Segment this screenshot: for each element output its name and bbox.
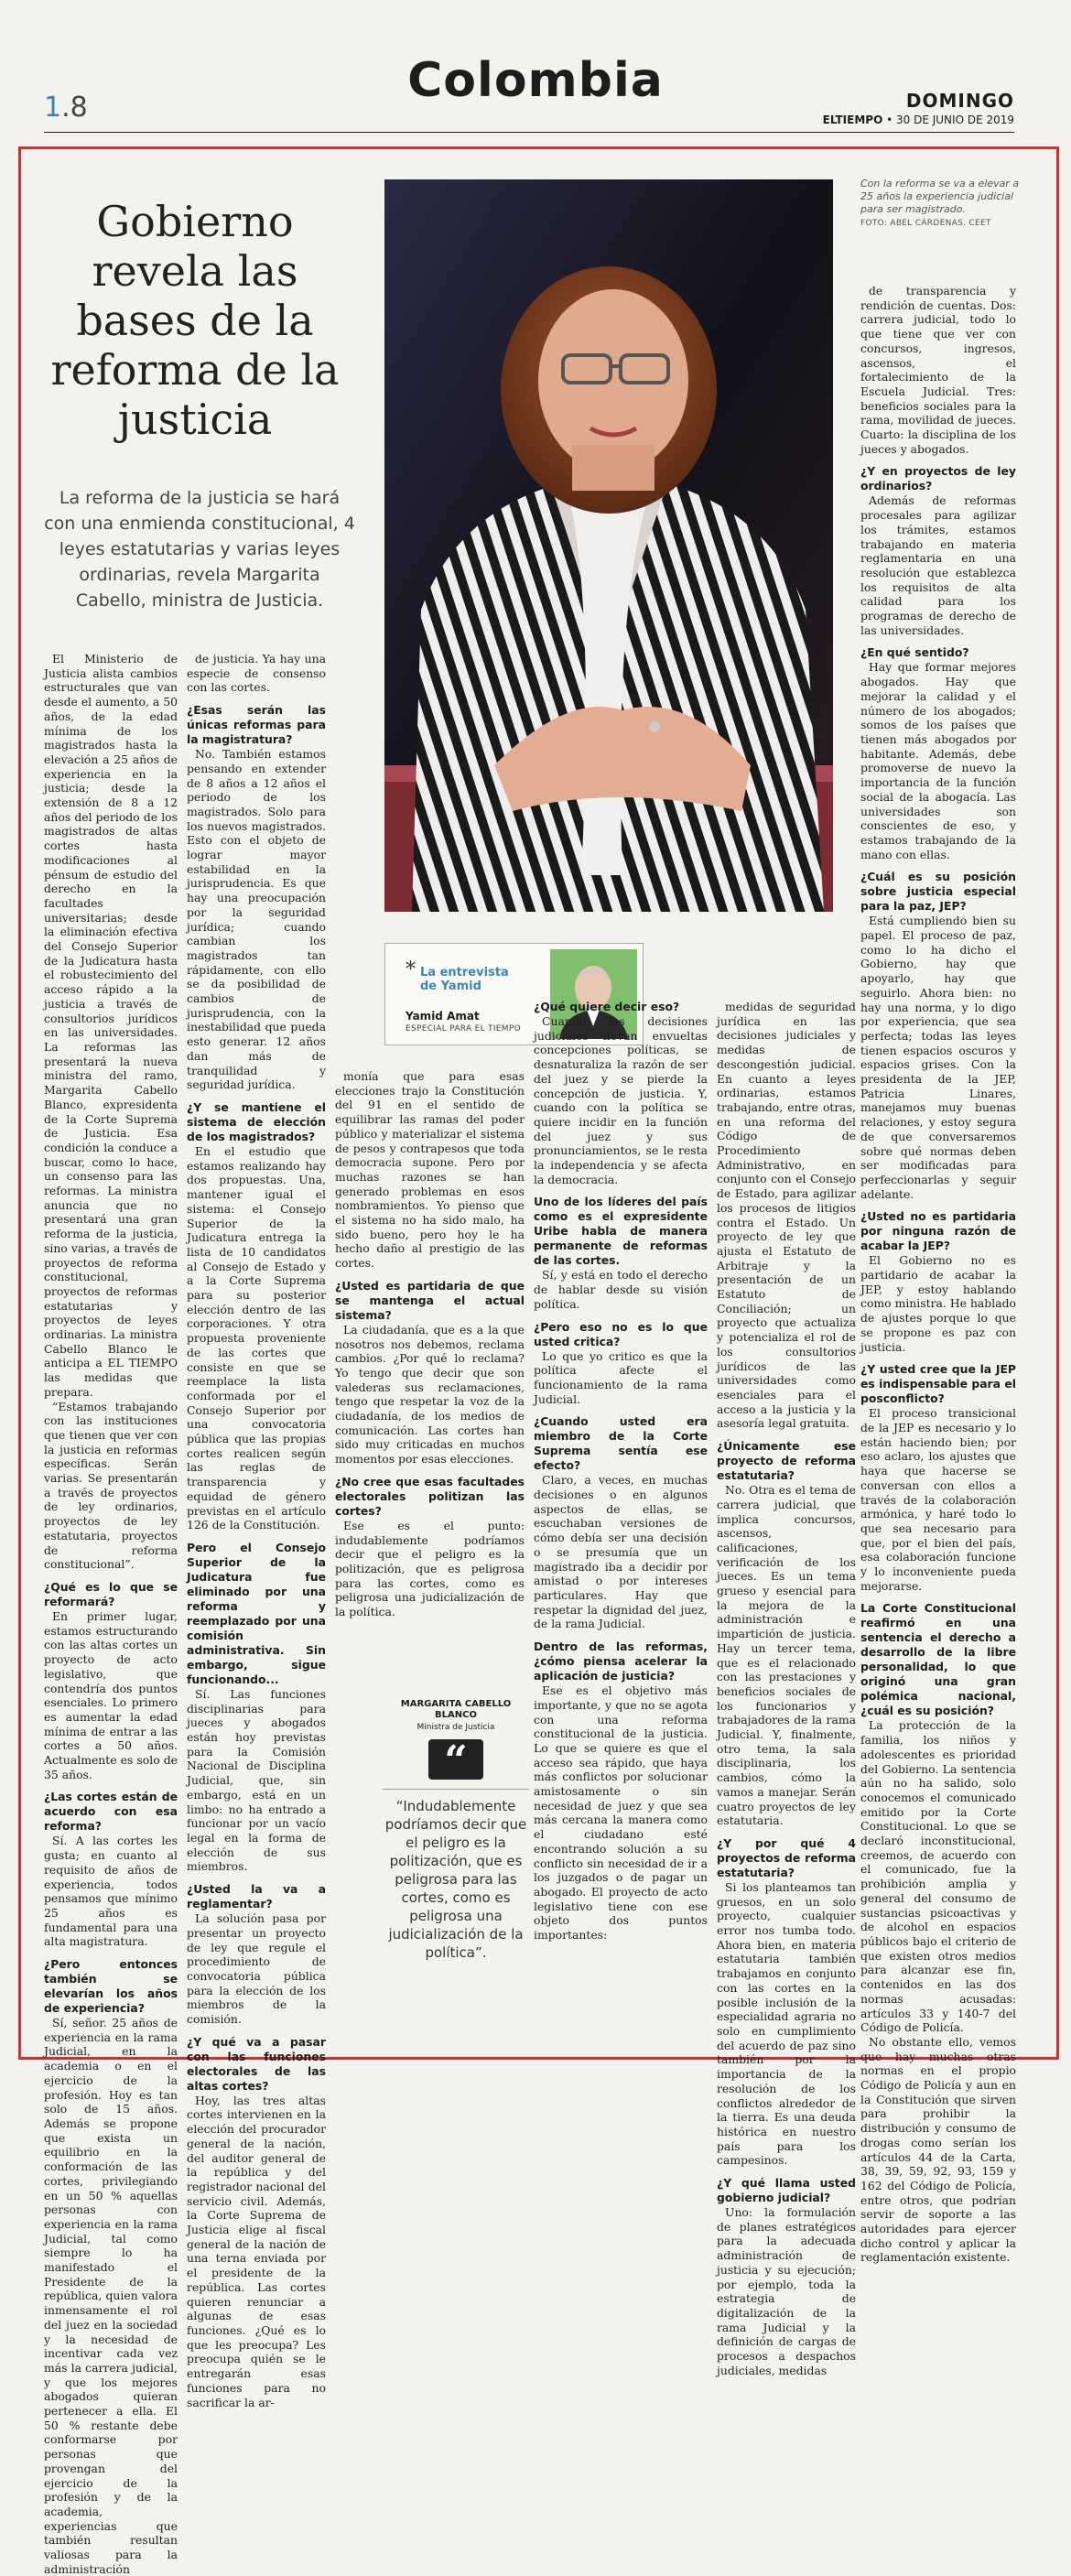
header-rule <box>44 132 1014 133</box>
body-paragraph: Además de reformas procesales para agilizar los trámites, estamos trabajando en materia reglamentaria en una resolución que establezca los requisitos de alta calidad para los programas de derecho de las universidades. <box>860 493 1016 637</box>
interview-question: ¿Usted la va a reglamentar? <box>187 1882 326 1911</box>
article-deck: La reforma de la justicia se hará con una enmienda constitucional, 4 leyes estatutarias y varias leyes ordinarias, revela Margarita Cabello, ministra de Justicia. <box>44 488 355 611</box>
interview-question: ¿Usted es partidaria de que se mantenga el actual sistema? <box>335 1278 525 1322</box>
interview-question: ¿Pero entonces también se elevarían los años de experiencia? <box>44 1957 178 2016</box>
body-paragraph: Sí. A las cortes les gusta; en cuanto al requisito de años de experiencia, todos pensamos que mínimo 25 años es fundamental para una alta magistratura. <box>44 1834 178 1949</box>
body-paragraph: No. También estamos pensando en extender de 8 años a 12 años el periodo de los magistrados. Solo para los nuevos magistrados. Esto con el objeto de lograr mayor estabilidad en la jurisprudencia. Es que hay una preocupación por la seguridad jurídica; cuando cambian los magistrados tan rápidamente, con ello se da posibilidad de cambios de jurisprudencia, con la inestabilidad que pueda esto generar. 12 años dan más de tranquilidad y seguridad jurídica. <box>187 747 326 1092</box>
interview-question: ¿Y en proyectos de ley ordinarios? <box>860 464 1016 493</box>
article-column-3 <box>335 1069 525 1619</box>
interview-question: ¿Y usted cree que la JEP es indispensable para el posconflicto? <box>860 1362 1016 1406</box>
interview-question: ¿Esas serán las únicas reformas para la magistratura? <box>187 703 326 747</box>
body-paragraph: Cuando las decisiones judiciales llevan envueltas concepciones políticas, se desnaturaliza la razón de ser del juez y se pierde la concepción de justicia. Y, cuando con la política se quiere incidir en la función del juez y sus pronunciamientos, se le resta la independencia y se afecta la democracia. <box>534 1014 708 1186</box>
article-column-6 <box>860 284 1016 2265</box>
interview-question: ¿Cuál es su posición sobre justicia especial para la paz, JEP? <box>860 870 1016 914</box>
svg-text:“: “ <box>444 1737 468 1784</box>
body-paragraph: Sí, señor. 25 años de experiencia en la rama Judicial, en la academia o en el ejercicio de la profesión. Hoy es tan solo de 15 años. Además se propone que exista un equilibrio en la conformación de las cortes, privilegiando en un 50 % aquellas personas con experiencia en la rama Judicial, tal como siempre lo ha manifestado el Presidente de la república, quien valora inmensamente el rol del juez en la sociedad y la necesidad de incentivar cada vez más la carrera judicial, y que los mejores abogados quieran pertenecer a ella. El 50 % restante debe conformarse por personas que provengan del ejercicio de la profesión y de la academia, experiencias que también resultan valiosas para la administración <box>44 2016 178 2576</box>
body-paragraph: Hay que formar mejores abogados. Hay que mejorar la calidad y el número de los abogados; somos de los países que tienen más abogados por habitante. Además, debe promoverse de nuevo la importancia de la función social de la abogacía. Las universidades son conscientes de eso, y estamos trabajando de la mano con ellas. <box>860 660 1016 861</box>
body-paragraph: de transparencia y rendición de cuentas. Dos: carrera judicial, todo lo que tiene que ver con concursos, ingresos, ascensos, el fortalecimiento de la Escuela Judicial. Tres: beneficios sociales para la rama, movilidad de jueces. Cuarto: la disciplina de los jueces y abogados. <box>860 284 1016 456</box>
body-paragraph: Está cumpliendo bien su papel. El proceso de paz, como lo ha dicho el Gobierno, hay que apoyarlo, hay que seguirlo. Ahora bien: no hay una norma, y lo digo por experiencia, que sea perfecta; todas las leyes tienen espacios oscuros y espacios grises. Con la presidenta de la JEP, Patricia Linares, manejamos muy buenas relaciones, y estoy segura de que conversaremos sobre qué normas deben ser modificadas para perfeccionarlas y seguir adelante. <box>860 914 1016 1201</box>
article-column-5 <box>717 1000 856 2377</box>
day-label: DOMINGO <box>905 90 1014 112</box>
interview-question: ¿No cree que esas facultades electorales politizan las cortes? <box>335 1474 525 1518</box>
interview-question: ¿En qué sentido? <box>860 645 969 660</box>
article-column-1 <box>44 652 178 2576</box>
body-paragraph: monía que para esas elecciones trajo la Constitución del 91 en el sentido de equilibrar las ramas del poder público y materializar el sistema de pesos y contrapesos que toda democracia supone. Pero por muchas razones se han generado problemas en esos nombramientos. Yo pienso que el sistema no ha sido malo, ha sido bueno, pero hoy le ha hecho daño al prestigio de las cortes. <box>335 1069 525 1271</box>
photo-credit: FOTO: ABEL CÁRDENAS. CEET <box>860 219 991 228</box>
photo-caption: Con la reforma se va a elevar a 25 años la experiencia judicial para ser magistrado. FOTO: ABEL CÁRDENAS. CEET <box>860 178 1025 230</box>
body-paragraph: La ciudadanía, que es a la que nosotros nos debemos, reclama cambios. ¿Por qué lo reclama? Yo tengo que decir que son valederas sus reclamaciones, tengo que respetar la voz de la ciudadanía, de los medios de comunicación. Las cortes han sido muy criticadas en muchos momentos por esas elecciones. <box>335 1322 525 1467</box>
interview-question: ¿Usted no es partidaria por ninguna razón de acabar la JEP? <box>860 1209 1016 1253</box>
interviewer-name: Yamid Amat <box>406 1010 480 1023</box>
interview-question: Dentro de las reformas, ¿cómo piensa acelerar la aplicación de justicia? <box>534 1640 708 1683</box>
page-number: 1.8 <box>44 92 88 124</box>
interview-question: ¿Únicamente ese proyecto de reforma estatutaria? <box>717 1439 856 1483</box>
body-paragraph: Hoy, las tres altas cortes intervienen en la elección del procurador general de la nación, del auditor general de la república y del registrador nacional del servicio civil. Además, la Corte Suprema de Justicia elige al fiscal general de la nación de una terna enviada por el presidente de la república. Las cortes quieren renunciar a algunas de esas funciones. ¿Qué es lo que les preocupa? Les preocupa quién se le entregarán esas funciones para no sacrificar la ar- <box>187 2093 326 2409</box>
body-paragraph: “Estamos trabajando con las instituciones que tienen que ver con la justicia en reformas específicas. Serán varias. Se presentarán a través de proyectos de ley ordinarios, proyectos de ley estatutaria, proyectos de reforma constitucional”. <box>44 1399 178 1572</box>
article-column-2 <box>187 652 326 2409</box>
article-headline: Gobierno revela las bases de la reforma de la justicia <box>50 197 340 444</box>
interview-question: ¿Y por qué 4 proyectos de reforma estatutaria? <box>717 1835 856 1879</box>
interview-question: ¿Pero eso no es lo que usted critica? <box>534 1319 708 1348</box>
body-paragraph: En el estudio que estamos realizando hay dos propuestas. Una, mantener igual el sistema: el Consejo Superior de la Judicatura entrega la lista de 10 candidatos al Consejo de Estado y a la Corte Suprema para su posterior elección dentro de las corporaciones. Y otra propuesta proveniente de las cortes que consiste en que se reemplace la lista conformada por el Consejo Superior por una convocatoria pública que las propias cortes realicen según las reglas de transparencia y equidad de género previstas en el artículo 126 de la Constitución. <box>187 1143 326 1532</box>
body-paragraph: No. Otra es el tema de carrera judicial, que implica concursos, ascensos, calificaciones, verificación de los jueces. Es un tema grueso y esencial para la mejora de la administración e impartición de justicia. Hay un tercer tema, que es el relacionado con las prestaciones y beneficios sociales de los funcionarios y trabajadores de la rama Judicial. Y, finalmente, otro tema, la sala disciplinaria, los cambios, cómo la vamos a manejar. Serán cuatro proyectos de ley estatutaria. <box>717 1483 856 1828</box>
body-paragraph: Lo que yo critico es que la política afecte el funcionamiento de la rama Judicial. <box>534 1348 708 1406</box>
section-title: Colombia <box>407 53 664 108</box>
body-paragraph: de justicia. Ya hay una especie de consenso con las cortes. <box>187 652 326 695</box>
interview-question: La Corte Constitucional reafirmó en una sentencia el derecho a desarrollo de la libre personalidad, lo que originó una gran polémica nacional, ¿cuál es su posición? <box>860 1601 1016 1718</box>
body-paragraph: La protección de la familia, los niños y adolescentes es prioridad del Gobierno. La sentencia aún no ha salido, solo conocemos el comunicado emitido por la Corte Constitucional. Lo que se declaró inconstitucional, creemos, de acuerdo con el comunicado, fue la prohibición amplia y general del consumo de sustancias psicoactivas y de alcohol en espacios públicos bajo el criterio de que existen otros medios para alcanzar ese fin, contenidos en las dos normas acusadas: artículos 33 y 140-7 del Código de Policía. <box>860 1718 1016 2035</box>
interview-series-label: La entrevista de Yamid <box>420 966 509 993</box>
interview-question: ¿Qué quiere decir eso? <box>534 1000 680 1013</box>
body-paragraph: La solución pasa por presentar un proyecto de ley que regule el procedimiento de convocatoria pública para la elección de los miembros de la comisión. <box>187 1911 326 2027</box>
interview-question: ¿Cuando usted era miembro de la Corte Suprema sentía ese efecto? <box>534 1414 708 1473</box>
interview-question: ¿Y qué llama usted gobierno judicial? <box>717 2176 856 2205</box>
body-paragraph: Ese es el punto: indudablemente podríamos decir que el peligro es la politización, que es peligrosa para las cortes, como es peligrosa una judicialización de la política. <box>335 1518 525 1619</box>
quote-mark-icon <box>428 1737 483 1784</box>
body-paragraph: Uno: la formulación de planes estratégicos para la adecuada administración de justicia y su ejecución; por ejemplo, toda la estrategia de digitalización de la rama Judicial y la definición de cargas de procesos a despachos judiciales, medidas <box>717 2205 856 2377</box>
body-paragraph: No obstante ello, vemos que hay muchas otras normas en el propio Código de Policía y aun en la Constitución que sirven para prohibir la distribución y consumo de drogas como serían los artículos 44 de la Carta, 38, 39, 59, 92, 93, 159 y 162 del Código de Policía, entre otros, que podrían servir de soporte a las autoridades para ejercer dicho control y aplicar la reglamentación existente. <box>860 2034 1016 2265</box>
interview-question: Uno de los líderes del país como es el expresidente Uribe habla de manera permanente de reformas de las cortes. <box>534 1195 708 1268</box>
asterisk-icon: * <box>406 958 416 981</box>
body-paragraph: El Ministerio de Justicia alista cambios estructurales que van desde el aumento, a 50 años, de la edad mínima de los magistrados hasta la elevación a 25 años de experiencia en la justicia; desde la extensión de 8 a 12 años del periodo de los magistrados de altas cortes hasta modificaciones al pénsum de estudio del derecho en la facultades universitarias; desde la eliminación efectiva del Consejo Superior de la Judicatura hasta el robustecimiento del acceso rápido a la justicia a través de consultorios jurídicos en las universidades. La reformas las presentará la nueva ministra del ramo, Margarita Cabello Blanco, expresidenta de la Corte Suprema de Justicia. Esa condición la conduce a buscar, como lo hace, un consenso para las reformas. La ministra anuncia que no presentará una gran reforma de la justicia, sino varias, a través de proyectos de reforma constitucional, proyectos de reformas estatutarias y proyectos de leyes ordinarias. La ministra Cabello Blanco le anticipa a EL TIEMPO las medidas que prepara. <box>44 652 178 1399</box>
minister-photo <box>384 179 833 912</box>
interview-question: Pero el Consejo Superior de la Judicatura fue eliminado por una reforma y reemplazado por una comisión administrativa. Sin embargo, sigue funcionando... <box>187 1540 326 1686</box>
body-paragraph: El proceso transicional de la JEP es necesario y lo están haciendo bien; por eso aclaro, los ajustes que haya que hacerse se conversan con ellos a través de la colaboración armónica, y haré todo lo que sea necesario para que, por el bien del país, esa colaboración funcione y lo inconveniente pueda mejorarse. <box>860 1406 1016 1593</box>
body-paragraph: Sí, y está en todo el derecho de hablar desde su visión política. <box>534 1268 708 1311</box>
body-paragraph: medidas de seguridad jurídica en las decisiones judiciales y medidas de descongestión judicial. En cuanto a leyes ordinarias, estamos trabajando, entre otras, en una reforma del Código de Procedimiento Administrativo, en conjunto con el Consejo de Estado, para agilizar los procesos de litigios contra el Estado. Un proyecto de ley que ajusta el Estatuto de Arbitraje y la presentación de un Estatuto de Conciliación; un proyecto que actualiza y potencializa el rol de los consultorios jurídicos de las universidades como esenciales para el acceso a la justicia y la asesoría legal gratuita. <box>717 1000 856 1431</box>
article-column-4 <box>534 1000 708 2043</box>
edition-date: ELTIEMPO • 30 DE JUNIO DE 2019 <box>822 114 1014 126</box>
body-paragraph: Sí. Las funciones disciplinarias para jueces y abogados están hoy previstas para la Comisión Nacional de Disciplina Judicial, que, sin embargo, está en un limbo: no ha entrado a funcionar por un vacío legal en la forma de elección de sus miembros. <box>187 1686 326 1874</box>
interview-question: ¿Y se mantiene el sistema de elección de los magistrados? <box>187 1099 326 1143</box>
interview-question: ¿Y qué va a pasar con las funciones electorales de las altas cortes? <box>187 2034 326 2093</box>
body-paragraph: En primer lugar, estamos estructurando con las altas cortes un proyecto de acto legislativo, que contendría dos puntos esenciales. Lo primero es aumentar la edad mínima de entrar a las cortes a 50 años. Actualmente es solo de 35 años. <box>44 1609 178 1781</box>
pull-quote-name: MARGARITA CABELLO BLANCO <box>400 1699 512 1720</box>
pull-quote <box>383 1699 529 1962</box>
interviewer-role: ESPECIAL PARA EL TIEMPO <box>406 1024 521 1034</box>
body-paragraph: Ese es el objetivo más importante, y que no se agota con una reforma constitucional de la justicia. Lo que se quiere es que el acceso sea rápido, que haya más conflictos por solucionar amistosamente o sin necesidad de juez y que sea más cercana la manera como el ciudadano esté encontrando solución a su conflicto sin necesidad de ir a los juzgados o de pagar un abogado. El proyecto de acto legislativo tiene con ese objeto dos puntos importantes: <box>534 1683 708 1943</box>
pull-quote-text: “Indudablemente podríamos decir que el peligro es la politización, que es peligrosa para las cortes, como es peligrosa una judicialización de la política”. <box>383 1789 529 1962</box>
interview-question: ¿Qué es lo que se reformará? <box>44 1580 178 1608</box>
body-paragraph: El Gobierno no es partidario de acabar la JEP, y estoy hablando como ministra. He hablado de ajustes porque lo que se propone es paz con justicia. <box>860 1253 1016 1354</box>
interview-question: ¿Las cortes están de acuerdo con esa reforma? <box>44 1790 178 1834</box>
body-paragraph: Claro, a veces, en muchas decisiones o en algunos aspectos de ellas, se escuchaban versiones de cómo debía ser una decisión o se presumía que un magistrado iba a decidir por amistad o por intereses particulares. Hay que respetar la dignidad del juez, de la rama Judicial. <box>534 1473 708 1631</box>
body-paragraph: Si los planteamos tan gruesos, en un solo proyecto, cualquier error nos tumba todo. Ahora bien, en materia estatutaria también trabajamos en conjunto con las cortes en la posible inclusión de la especialidad agraria no solo en cumplimiento del acuerdo de paz sino también por la importancia de la resolución de los conflictos alrededor de la tierra. Es una deuda histórica en nuestro país para los campesinos. <box>717 1879 856 2168</box>
pull-quote-role: Ministra de Justicia <box>416 1723 495 1732</box>
